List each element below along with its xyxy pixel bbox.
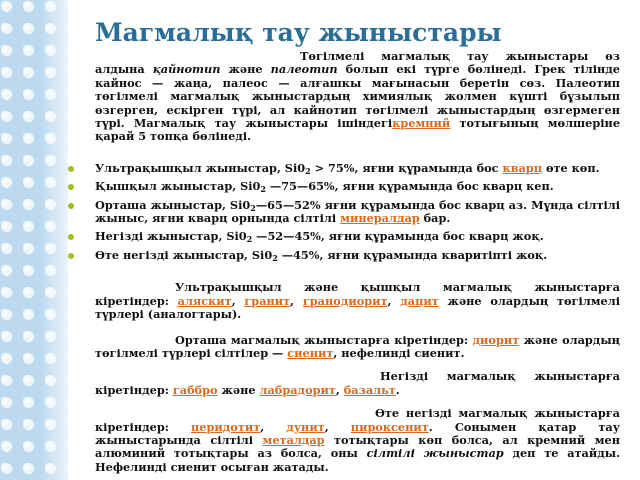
item-text: бар. bbox=[419, 211, 451, 226]
link-diorit[interactable]: диорит bbox=[472, 332, 520, 347]
link-granit[interactable]: гранит bbox=[244, 293, 291, 308]
item-text: Негізді жыныстар, Si0 bbox=[95, 229, 247, 244]
paragraph-text: және bbox=[217, 382, 260, 397]
link-bazalt[interactable]: базальт bbox=[343, 382, 396, 397]
spacer bbox=[95, 144, 620, 162]
link-dunit[interactable]: дунит bbox=[286, 419, 325, 434]
term-kainotype: қайнотип bbox=[152, 62, 221, 77]
list-item bbox=[95, 180, 620, 193]
item-text: Өте негізді жыныстар, Si0 bbox=[95, 247, 273, 262]
term-alkaline-rocks: сілтілі жыныстар bbox=[366, 446, 504, 461]
decorative-fade bbox=[40, 0, 80, 480]
link-datsit[interactable]: дацит bbox=[400, 293, 439, 308]
intro-paragraph bbox=[95, 50, 620, 144]
subscript: 2 bbox=[272, 252, 278, 263]
item-text: —45%, яғни құрамында кваритіпті жоқ. bbox=[277, 247, 548, 262]
link-sienit[interactable]: сиенит bbox=[287, 345, 334, 360]
paragraph-text: деп те атайды. Нефелинді сиенит осыған жатады. bbox=[95, 446, 621, 474]
item-text: Қышқыл жыныстар, Si0 bbox=[95, 179, 261, 194]
intro-text: және bbox=[220, 62, 271, 77]
list-item bbox=[95, 249, 620, 262]
paragraph-text: , нефелинді сиенит. bbox=[333, 345, 465, 360]
spacer bbox=[95, 267, 620, 281]
intro-text: Төгілмелі магмалық тау жыныстары өз алдына bbox=[95, 49, 620, 77]
intro-text: болып екі түрге бөлінеді. Грек тілінде кайнос — жаңа, палеос — алғашкы мағынасын беретін сөз. Палеотип төгілмелі магмалық жыныстардың химиялық жолмен күшті бұзылып өзгерген, ескірген түрі, ал кайнотип төгілмелі жыныстардың өзгермеген түрі. Магмалық тау жыныстары ішіндегі bbox=[95, 62, 620, 131]
item-text: Орташа жыныстар, Si0 bbox=[95, 197, 251, 212]
link-kremniy[interactable]: кремний bbox=[392, 116, 451, 131]
subscript: 2 bbox=[250, 202, 256, 213]
item-text: Ультрақышқыл жыныстар, Si0 bbox=[95, 160, 306, 175]
link-gabbro[interactable]: габбро bbox=[172, 382, 218, 397]
rock-groups-list bbox=[95, 162, 620, 262]
link-labradorit[interactable]: лабрадорит bbox=[259, 382, 336, 397]
subscript: 2 bbox=[246, 234, 253, 245]
paragraph-text: . Сонымен қатар тау жыныстарында сілтілі bbox=[95, 419, 620, 447]
paragraph-text: Ультрақышқыл және қышқыл магмалық жыныстарға кіретіндер: bbox=[95, 280, 620, 308]
link-mineraldar[interactable]: минералдар bbox=[340, 211, 420, 226]
page-title: Магмалық тау жыныстары bbox=[95, 18, 502, 47]
link-peridotit[interactable]: перидотит bbox=[191, 419, 261, 434]
list-item bbox=[95, 199, 620, 226]
paragraph-text: Негізді магмалық жыныстарға кіретіндер: bbox=[95, 369, 620, 397]
paragraph-text: Өте негізді магмалық жыныстарға кіретіндер: bbox=[95, 406, 620, 434]
link-granodiorit[interactable]: гранодиорит bbox=[302, 293, 388, 308]
item-text: —52—45%, яғни құрамында бос кварц жоқ. bbox=[252, 229, 544, 244]
main-content bbox=[95, 50, 620, 474]
ultra-acid-paragraph: Ультрақышқыл және қышқыл магмалық жыныстарға кіретіндер: аляскит, гранит, гранодиорит, дацит және олардың төгілмелі түрлері (аналогтары). bbox=[95, 280, 620, 322]
intermediate-paragraph bbox=[95, 334, 620, 361]
item-text: —75—65%, яғни құрамында бос кварц кеп. bbox=[265, 179, 554, 194]
item-text: өте көп. bbox=[542, 160, 600, 175]
paragraph-text: тотықтары көп болса, ал кремний мен алюминий тотықтары аз болса, оны bbox=[95, 432, 620, 461]
paragraph-text: және олардың төгілмелі түрлері (аналогтары). bbox=[95, 293, 620, 322]
basic-paragraph: Негізді магмалық жыныстарға кіретіндер: габбро және лабрадорит, базальт. bbox=[95, 369, 620, 397]
link-alyaskit[interactable]: аляскит bbox=[177, 293, 232, 308]
term-paleotype: палеотип bbox=[270, 62, 338, 77]
paragraph-text: және олардың төгілмелі түрлері сілтілер — bbox=[95, 332, 620, 360]
paragraph-text: . bbox=[395, 382, 400, 397]
link-kvarts[interactable]: кварц bbox=[502, 160, 543, 175]
item-text: > 75%, яғни құрамында бос bbox=[310, 160, 503, 175]
intro-text: тотығының мөлшеріне қарай 5 топқа бөлінеді. bbox=[95, 116, 621, 144]
subscript: 2 bbox=[305, 165, 311, 176]
link-metaldar[interactable]: металдар bbox=[262, 432, 325, 447]
item-text: —65—52% яғни құрамында бос кварц аз. Мұнда сілтілі жыныс, яғни кварц орнында сілтілі bbox=[95, 197, 620, 226]
list-item bbox=[95, 162, 620, 175]
paragraph-text: Орташа магмалық жыныстарға кіретіндер: bbox=[175, 332, 473, 347]
ultrabasic-paragraph: Өте негізді магмалық жыныстарға кіретіндер: перидотит, дунит, пироксенит. Сонымен қатар тау жыныстарында сілтілі металдар тотықтары көп болса, ал кремний мен алюминий тотықтары аз болса, оны сілтілі жыныстар деп те атайды. Нефелинді сиенит осыған жатады. bbox=[95, 406, 621, 474]
list-item bbox=[95, 230, 620, 243]
link-piroksenit[interactable]: пироксенит bbox=[350, 419, 429, 434]
subscript: 2 bbox=[260, 184, 266, 195]
